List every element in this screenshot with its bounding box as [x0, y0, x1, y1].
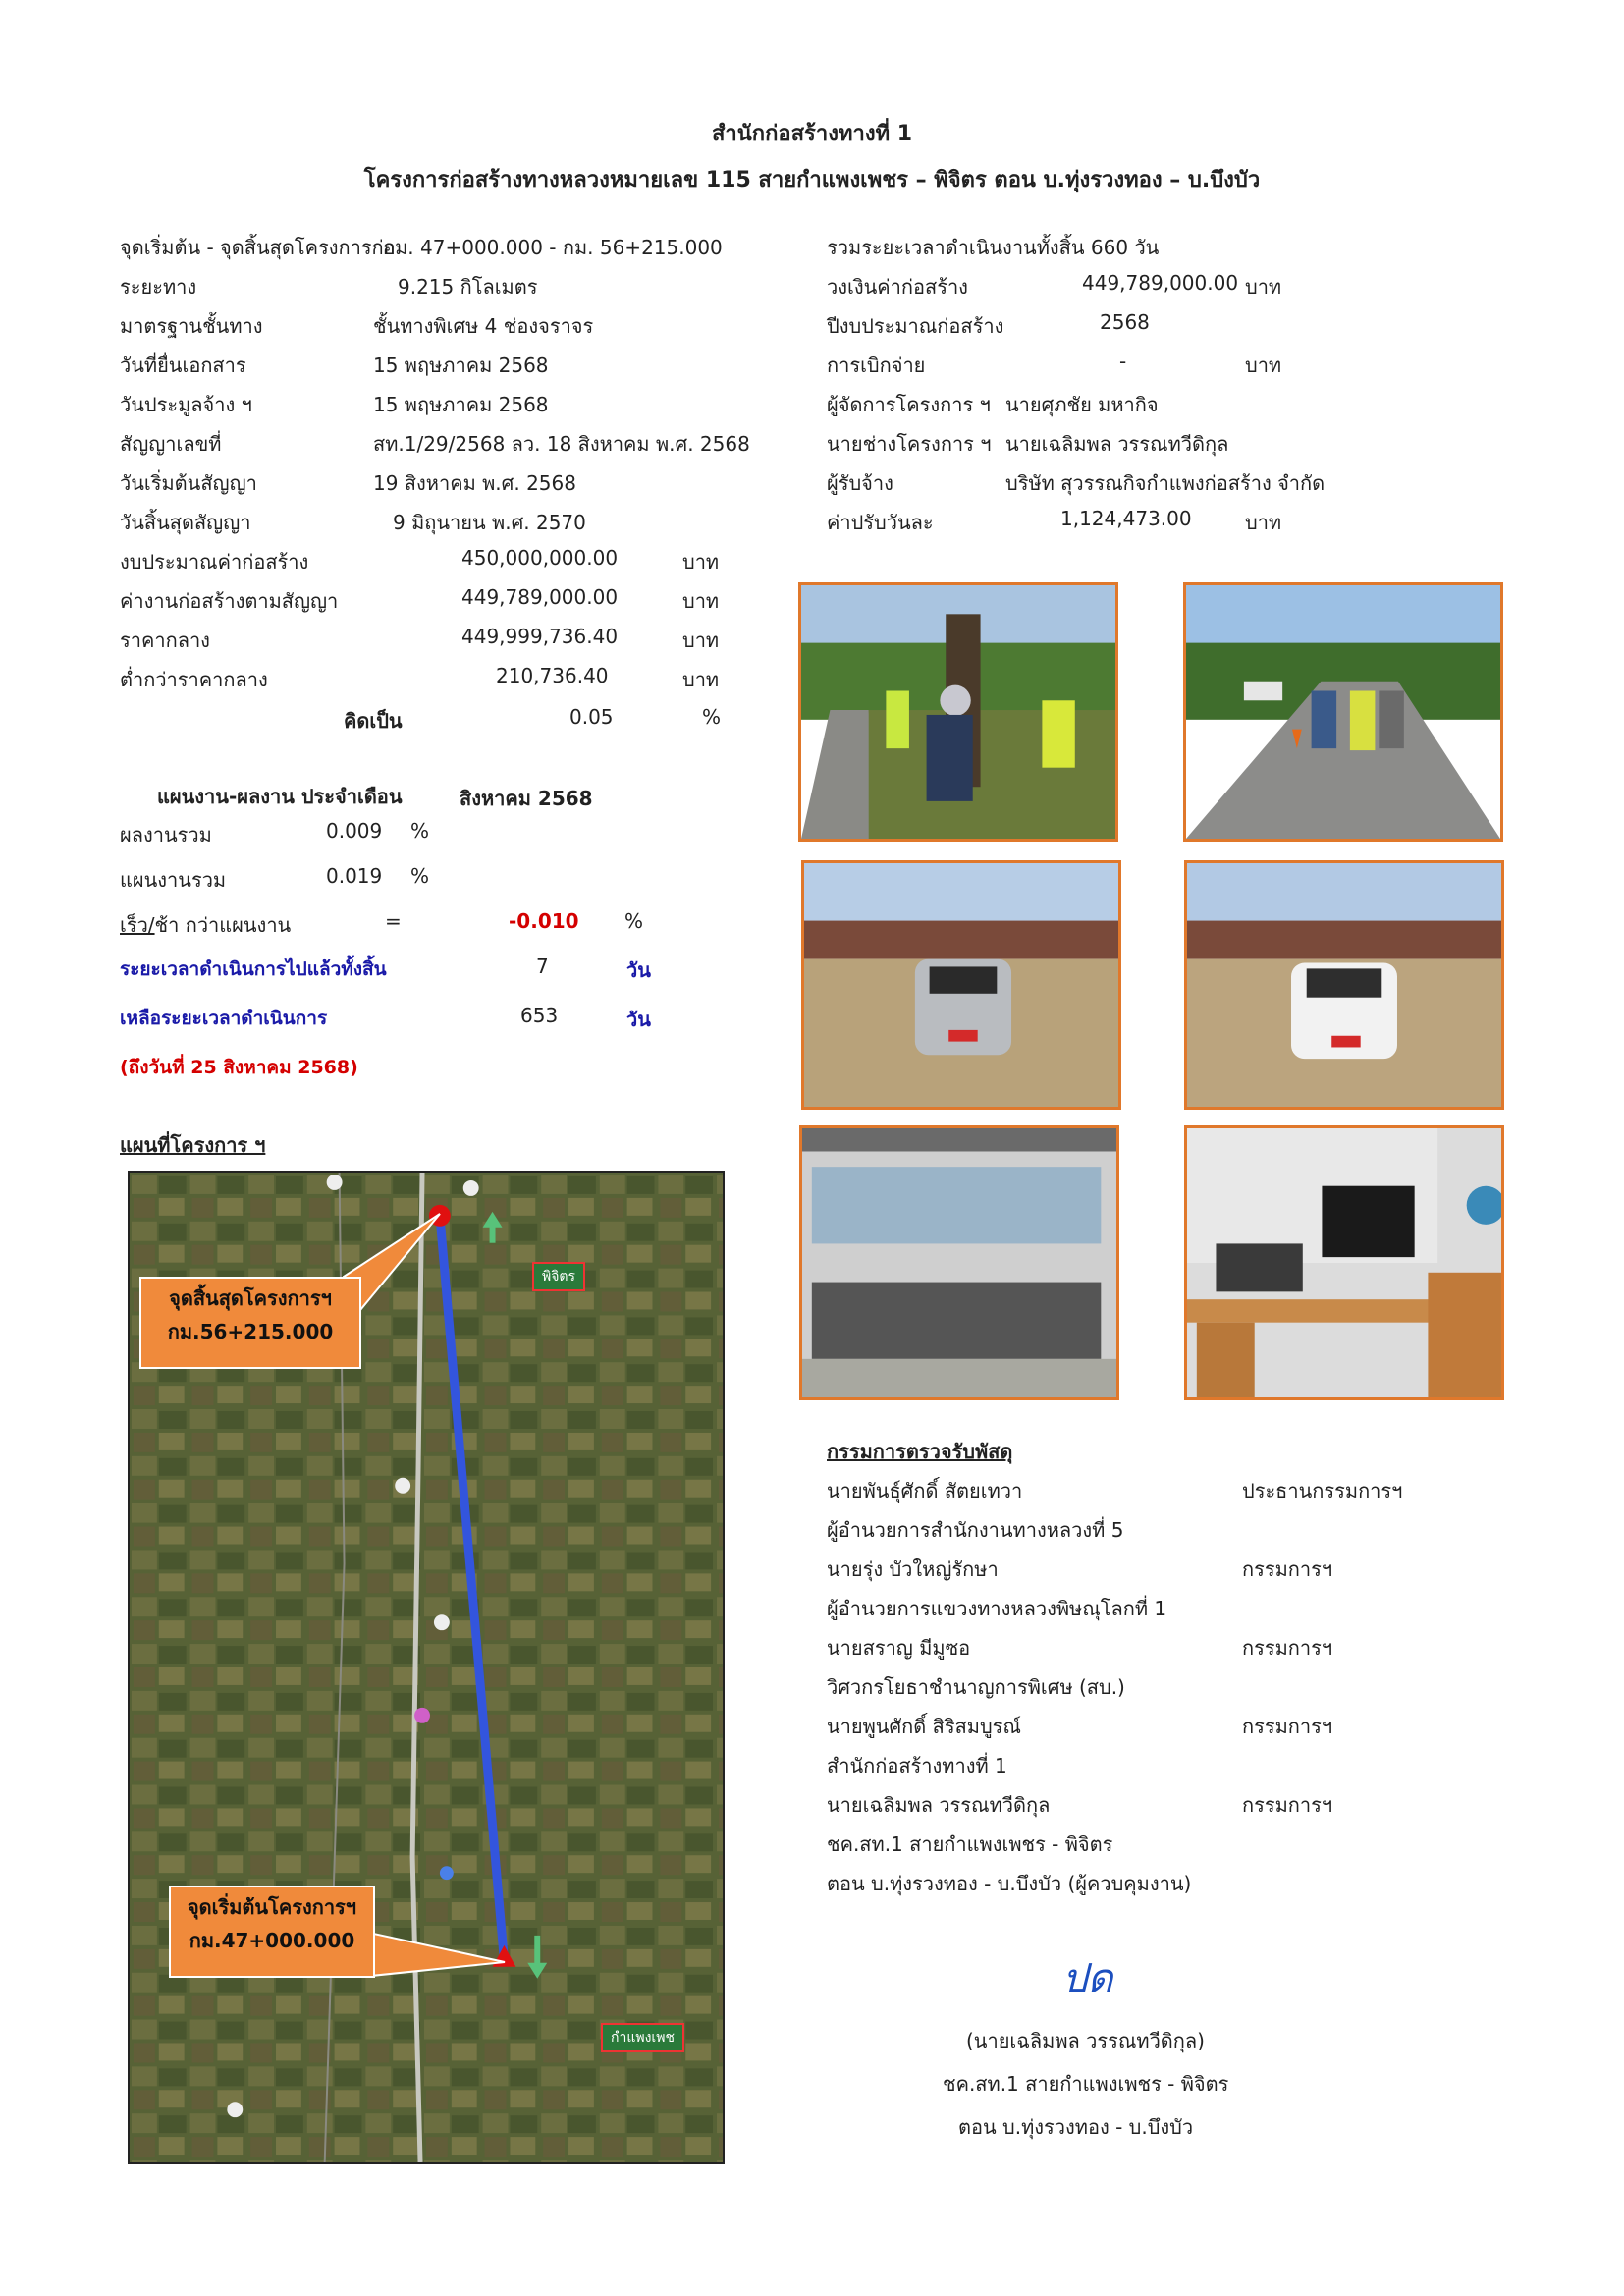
member-position: วิศวกรโยธาชำนาญการพิเศษ (สบ.): [827, 1675, 1125, 1699]
info-right-unit: บาท: [1245, 511, 1282, 534]
signature-mark: ปด: [1062, 1956, 1113, 2001]
member-role: กรรมการฯ: [1242, 1793, 1333, 1817]
info-right-label: การเบิกจ่าย: [827, 354, 926, 377]
info-right-value: 1,124,473.00: [1060, 507, 1192, 530]
diff-label-fast: เร็ว/: [120, 913, 155, 937]
member-name: นายเฉลิมพล วรรณทวีดิกุล: [827, 1793, 1051, 1817]
info-label: จุดเริ่มต้น - จุดสิ้นสุดโครงการก่อ: [120, 236, 396, 259]
road-inspection-photo: [1186, 585, 1500, 839]
plan-value: 0.019: [326, 864, 383, 888]
member-role: ประธานกรรมการฯ: [1242, 1479, 1403, 1503]
member-position: ชค.สท.1 สายกำแพงเพชร - พิจิตร: [827, 1832, 1113, 1856]
info-value: ชั้นทางพิเศษ 4 ช่องจราจร: [373, 314, 594, 338]
actual-label: ผลงานรวม: [120, 823, 212, 847]
budget-label: ราคากลาง: [120, 629, 210, 652]
white-pickup-photo: [1187, 863, 1501, 1107]
committee-heading: กรรมการตรวจรับพัสดุ: [827, 1440, 1013, 1463]
project-title: โครงการก่อสร้างทางหลวงหมายเลข 115 สายกำแพงเพชร – พิจิตร ตอน บ.ทุ่งรวงทอง – บ.บึงบัว: [363, 168, 1261, 192]
office-desk-photo: [1187, 1128, 1501, 1397]
info-right-label: นายช่างโครงการ ฯ: [827, 432, 992, 456]
info-value: สท.1/29/2568 ลว. 18 สิงหาคม พ.ศ. 2568: [373, 432, 750, 456]
start-point-callout-title: จุดเริ่มต้นโครงการฯ: [187, 1895, 357, 1919]
budget-unit: บาท: [682, 629, 720, 652]
elapsed-label: ระยะเวลาดำเนินการไปแล้วทั้งสิ้น: [120, 958, 387, 980]
elapsed-value: 7: [536, 955, 549, 978]
budget-unit: บาท: [682, 589, 720, 613]
info-right-unit: บาท: [1245, 275, 1282, 299]
map-tag-south: กำแพงเพช: [601, 2023, 684, 2052]
info-value: 15 พฤษภาคม 2568: [373, 354, 549, 377]
budget-label: ค่างานก่อสร้างตามสัญญา: [120, 589, 339, 613]
diff-equals: =: [385, 909, 402, 933]
member-name: นายพันธุ์ศักดิ์ สัตยเทวา: [827, 1479, 1023, 1503]
diff-label-slow: ช้า กว่าแผนงาน: [154, 913, 292, 937]
info-label: วันที่ยื่นเอกสาร: [120, 354, 246, 377]
member-role: กรรมการฯ: [1242, 1636, 1333, 1660]
info-right-label: วงเงินค่าก่อสร้าง: [827, 275, 968, 299]
actual-value: 0.009: [326, 819, 383, 843]
signature-name: (นายเฉลิมพล วรรณทวีดิกุล): [966, 2029, 1205, 2052]
member-name: นายรุ่ง บัวใหญ่รักษา: [827, 1558, 999, 1581]
survey-team-photo: [801, 585, 1115, 839]
info-value: 19 สิงหาคม พ.ศ. 2568: [373, 471, 576, 495]
member-position: สำนักก่อสร้างทางที่ 1: [827, 1754, 1007, 1777]
end-point-callout: [139, 1277, 361, 1369]
budget-value: 450,000,000.00: [461, 546, 619, 570]
member-position: ผู้อำนวยการสำนักงานทางหลวงที่ 5: [827, 1518, 1124, 1542]
start-point-callout-km: กม.47+000.000: [189, 1929, 355, 1952]
plan-label: แผนงานรวม: [120, 868, 227, 892]
info-right-value: -: [1119, 350, 1127, 373]
site-photo-2: [1183, 582, 1503, 842]
info-right-value: 2568: [1100, 310, 1150, 334]
percent-unit: %: [702, 705, 722, 729]
diff-label: [120, 909, 291, 941]
shophouse-office-photo: [802, 1128, 1116, 1397]
remaining-unit: วัน: [626, 1008, 651, 1031]
site-photo-6: [1184, 1125, 1504, 1400]
budget-unit: บาท: [682, 550, 720, 574]
info-label: สัญญาเลขที่: [120, 432, 222, 456]
info-right-unit: บาท: [1245, 354, 1282, 377]
member-name: นายสราญ มีมูซอ: [827, 1636, 971, 1660]
as-of-date: (ถึงวันที่ 25 สิงหาคม 2568): [120, 1057, 358, 1078]
elapsed-unit: วัน: [626, 958, 651, 982]
budget-unit: บาท: [682, 668, 720, 691]
signature-line-1: ชค.สท.1 สายกำแพงเพชร - พิจิตร: [943, 2072, 1229, 2096]
info-label: วันประมูลจ้าง ฯ: [120, 393, 252, 416]
budget-label: ต่ำกว่าราคากลาง: [120, 668, 268, 691]
map-tag-north: พิจิตร: [532, 1262, 585, 1291]
member-role: กรรมการฯ: [1242, 1715, 1333, 1738]
remaining-label: เหลือระยะเวลาดำเนินการ: [120, 1008, 328, 1029]
end-point-callout-km: กม.56+215.000: [167, 1320, 334, 1343]
info-right-value: นายเฉลิมพล วรรณทวีดิกุล: [1005, 432, 1229, 456]
info-right-value: บริษัท สุวรรณกิจกำแพงก่อสร้าง จำกัด: [1005, 471, 1326, 495]
site-photo-1: [798, 582, 1118, 842]
signature-line-2: ตอน บ.ทุ่งรวงทอง - บ.บึงบัว: [958, 2115, 1194, 2139]
percent-value: 0.05: [569, 705, 614, 729]
office-title: สำนักก่อสร้างทางที่ 1: [711, 122, 913, 146]
info-value: 9 มิถุนายน พ.ศ. 2570: [393, 511, 586, 534]
info-label: วันสิ้นสุดสัญญา: [120, 511, 251, 534]
progress-heading: แผนงาน-ผลงาน ประจำเดือน: [157, 785, 403, 808]
info-right-value: นายศุภชัย มหากิจ: [1005, 393, 1159, 416]
budget-value: 449,999,736.40: [461, 625, 619, 648]
info-right-label: ปีงบประมาณก่อสร้าง: [827, 314, 1004, 338]
site-photo-4: [1184, 860, 1504, 1110]
info-right-value: 449,789,000.00: [1082, 271, 1239, 295]
actual-unit: %: [410, 819, 430, 843]
map-title: แผนที่โครงการ ฯ: [120, 1133, 266, 1157]
budget-value: 449,789,000.00: [461, 585, 619, 609]
info-label: วันเริ่มต้นสัญญา: [120, 471, 257, 495]
info-right-label: ผู้จัดการโครงการ ฯ: [827, 393, 991, 416]
info-right-label: ผู้รับจ้าง: [827, 471, 893, 495]
remaining-value: 653: [520, 1004, 559, 1027]
end-point-callout-title: จุดสิ้นสุดโครงการฯ: [169, 1286, 332, 1310]
budget-value: 210,736.40: [496, 664, 609, 687]
silver-suv-photo: [804, 863, 1118, 1107]
percent-label: คิดเป็น: [344, 709, 403, 733]
site-photo-5: [799, 1125, 1119, 1400]
info-right-label: รวมระยะเวลาดำเนินงานทั้งสิ้น 660 วัน: [827, 236, 1160, 259]
diff-value: -0.010: [509, 909, 579, 933]
info-value: กม. 47+000.000 - กม. 56+215.000: [383, 236, 723, 259]
info-value: 15 พฤษภาคม 2568: [373, 393, 549, 416]
site-photo-3: [801, 860, 1121, 1110]
budget-label: งบประมาณค่าก่อสร้าง: [120, 550, 309, 574]
info-label: มาตรฐานชั้นทาง: [120, 314, 263, 338]
member-name: นายพูนศักดิ์ สิริสมบูรณ์: [827, 1715, 1021, 1738]
member-role: กรรมการฯ: [1242, 1558, 1333, 1581]
info-right-label: ค่าปรับวันละ: [827, 511, 934, 534]
diff-unit: %: [624, 909, 644, 933]
info-value: 9.215 กิโลเมตร: [398, 275, 538, 299]
member-position: ผู้อำนวยการแขวงทางหลวงพิษณุโลกที่ 1: [827, 1597, 1167, 1620]
start-point-callout: [169, 1886, 375, 1978]
progress-month: สิงหาคม 2568: [460, 787, 593, 810]
info-label: ระยะทาง: [120, 275, 197, 299]
member-supervisor-line: ตอน บ.ทุ่งรวงทอง - บ.บึงบัว (ผู้ควบคุมงาน): [827, 1872, 1192, 1895]
plan-unit: %: [410, 864, 430, 888]
